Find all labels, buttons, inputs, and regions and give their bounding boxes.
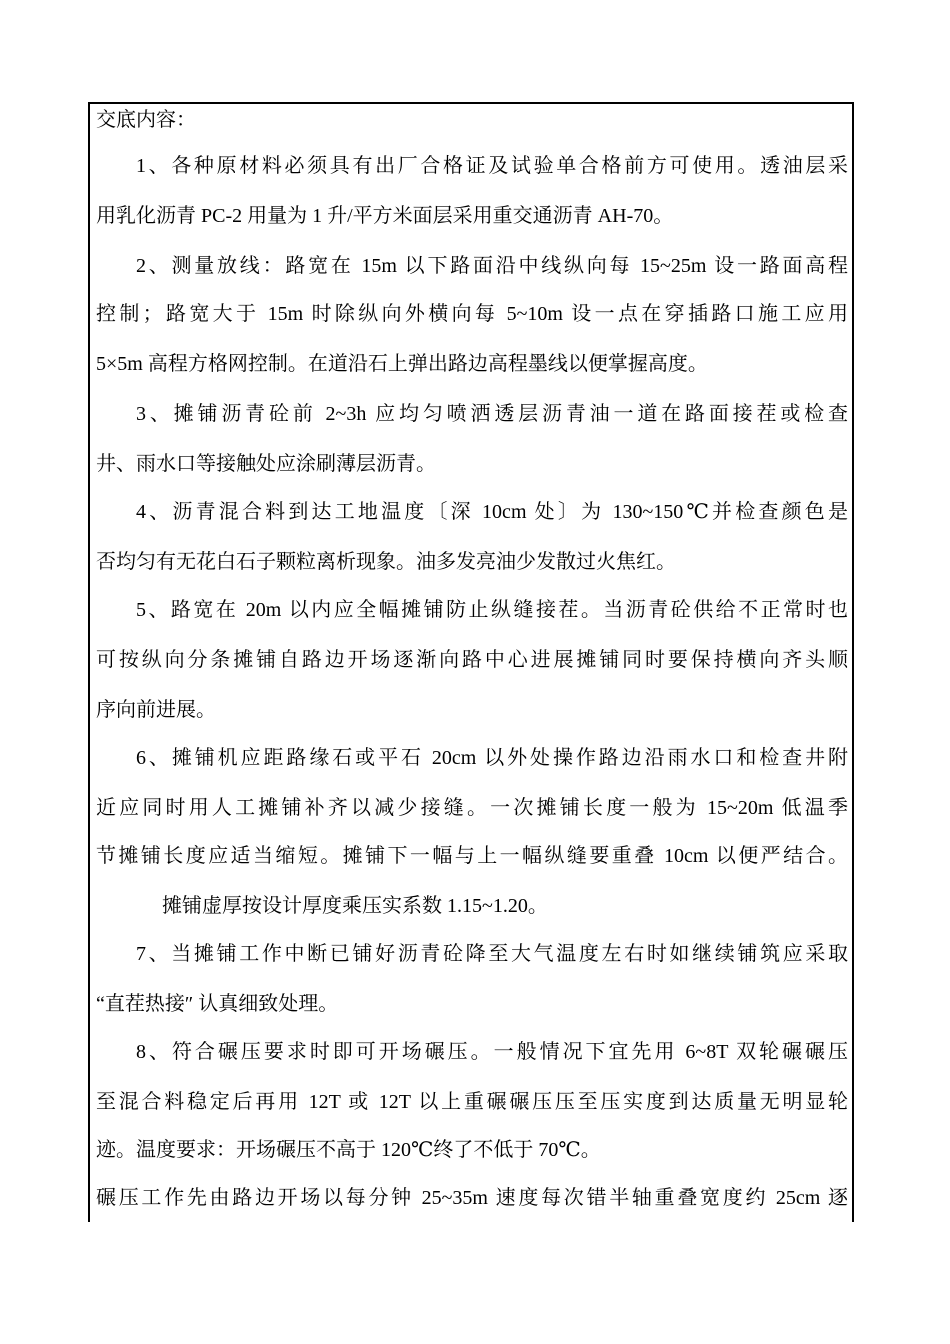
paragraph-line: 碾压工作先由路边开场以每分钟 25~35m 速度每次错半轴重叠宽度约 25cm 逐	[96, 1187, 848, 1209]
paragraph-line: 井、雨水口等接触处应涂刷薄层沥青。	[96, 453, 436, 475]
paragraph-line: 用乳化沥青 PC-2 用量为 1 升/平方米面层采用重交通沥青 AH-70。	[96, 205, 674, 227]
paragraph-line: 5、路宽在 20m 以内应全幅摊铺防止纵缝接茬。当沥青砼供给不正常时也	[136, 599, 848, 621]
paragraph-line: 否均匀有无花白石子颗粒离析现象。油多发亮油少发散过火焦红。	[96, 551, 676, 573]
paragraph-line: 1、各种原材料必须具有出厂合格证及试验单合格前方可使用。透油层采	[136, 155, 848, 177]
paragraph-line: 迹。温度要求：开场碾压不高于 120℃终了不低于 70℃。	[96, 1139, 601, 1161]
paragraph-line: 3、摊铺沥青砼前 2~3h 应均匀喷洒透层沥青油一道在路面接茬或检查	[136, 403, 848, 425]
paragraph-line: 节摊铺长度应适当缩短。摊铺下一幅与上一幅纵缝要重叠 10cm 以便严结合。	[96, 845, 848, 867]
paragraph-line: 5×5m 高程方格网控制。在道沿石上弹出路边高程墨线以便掌握高度。	[96, 353, 708, 375]
section-heading: 交底内容：	[96, 109, 196, 131]
paragraph-line: 6、摊铺机应距路缘石或平石 20cm 以外处操作路边沿雨水口和检查井附	[136, 747, 848, 769]
paragraph-line: 控制；路宽大于 15m 时除纵向外横向每 5~10m 设一点在穿插路口施工应用	[96, 303, 848, 325]
paragraph-line: 序向前进展。	[96, 699, 216, 721]
paragraph-line: 近应同时用人工摊铺补齐以减少接缝。一次摊铺长度一般为 15~20m 低温季	[96, 797, 848, 819]
paragraph-line: 摊铺虚厚按设计厚度乘压实系数 1.15~1.20。	[162, 895, 548, 917]
paragraph-line: 可按纵向分条摊铺自路边开场逐渐向路中心进展摊铺同时要保持横向齐头顺	[96, 649, 848, 671]
paragraph-line: 4、沥青混合料到达工地温度〔深 10cm 处〕为 130~150℃并检查颜色是	[136, 501, 848, 523]
paragraph-line: 2、测量放线：路宽在 15m 以下路面沿中线纵向每 15~25m 设一路面高程	[136, 255, 848, 277]
paragraph-line: 7、当摊铺工作中断已铺好沥青砼降至大气温度左右时如继续铺筑应采取	[136, 943, 848, 965]
paragraph-line: 至混合料稳定后再用 12T 或 12T 以上重碾碾压压至压实度到达质量无明显轮	[96, 1091, 848, 1113]
paragraph-line: 8、符合碾压要求时即可开场碾压。一般情况下宜先用 6~8T 双轮碾碾压	[136, 1041, 848, 1063]
paragraph-line: “直茬热接″ 认真细致处理。	[96, 993, 339, 1015]
